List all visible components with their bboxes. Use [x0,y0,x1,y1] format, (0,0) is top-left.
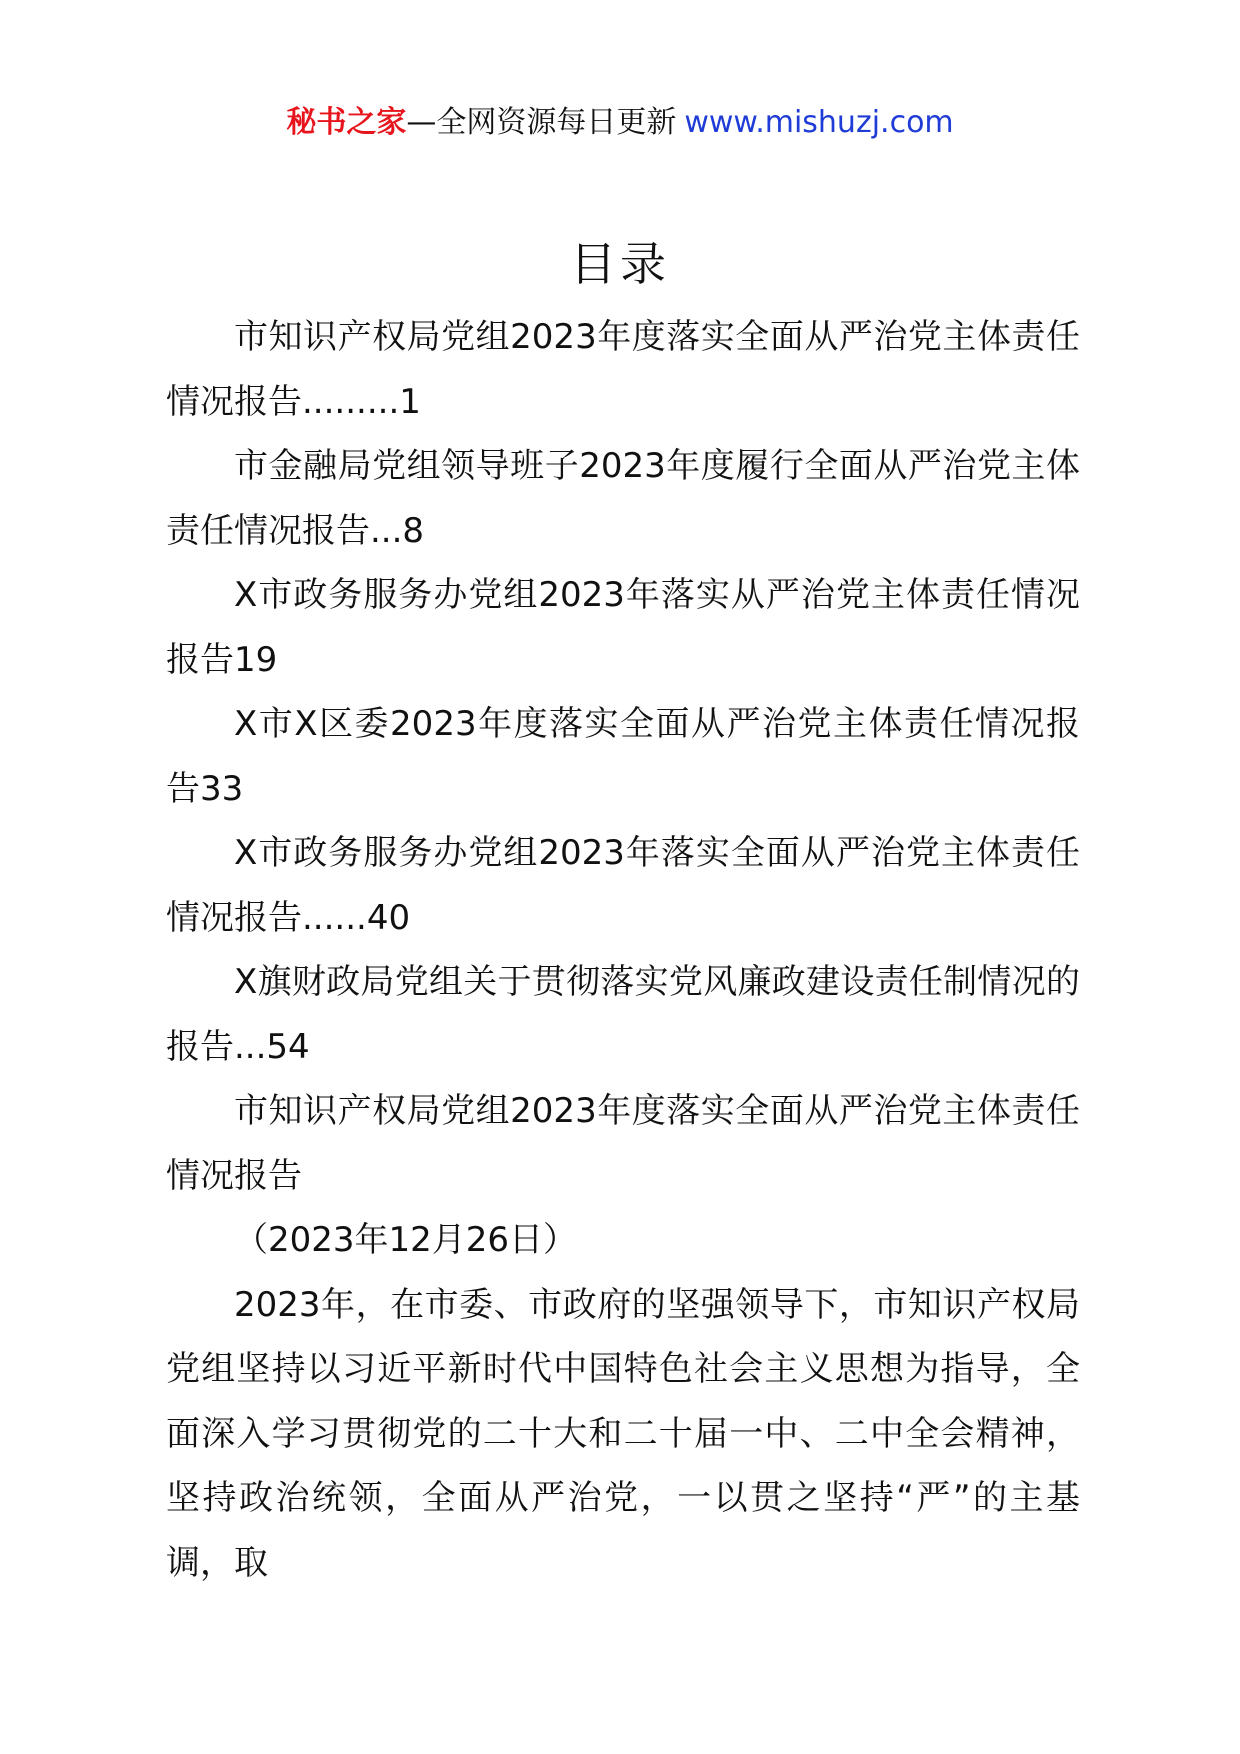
document-body [166,305,1080,1595]
document-title: 目录 [570,237,670,291]
brand-name: 秘书之家 [286,105,407,140]
article-body-paragraph: 2023年，在市委、市政府的坚强领导下，市知识产权局党组坚持以习近平新时代中国特色社会主义思想为指导，全面深入学习贯彻党的二十大和二十届一中、二中全会精神，坚持政治统领，全面从严治党，一以贯之坚持“严”的主基调，取 [166,1284,1080,1583]
toc-entry-5[interactable]: X市政务服务办党组2023年落实全面从严治党主体责任情况报告......40 [166,833,1080,938]
article-title: 市知识产权局党组2023年度落实全面从严治党主体责任情况报告 [166,1091,1080,1196]
site-header [0,100,1240,146]
article-date: （2023年12月26日） [234,1220,578,1260]
toc-entry-1[interactable]: 市知识产权局党组2023年度落实全面从严治党主体责任情况报告.........1 [166,317,1080,422]
toc-entry-4[interactable]: X市X区委2023年度落实全面从严治党主体责任情况报告33 [166,704,1080,809]
toc-entry-3[interactable]: X市政务服务办党组2023年落实从严治党主体责任情况报告19 [166,575,1080,680]
toc-entry-6[interactable]: X旗财政局党组关于贯彻落实党风廉政建设责任制情况的报告...54 [166,962,1080,1067]
brand-tagline: —全网资源每日更新 [406,105,677,140]
toc-entry-2[interactable]: 市金融局党组领导班子2023年度履行全面从严治党主体责任情况报告...8 [166,446,1080,551]
site-url-link[interactable]: www.mishuzj.com [684,105,954,140]
